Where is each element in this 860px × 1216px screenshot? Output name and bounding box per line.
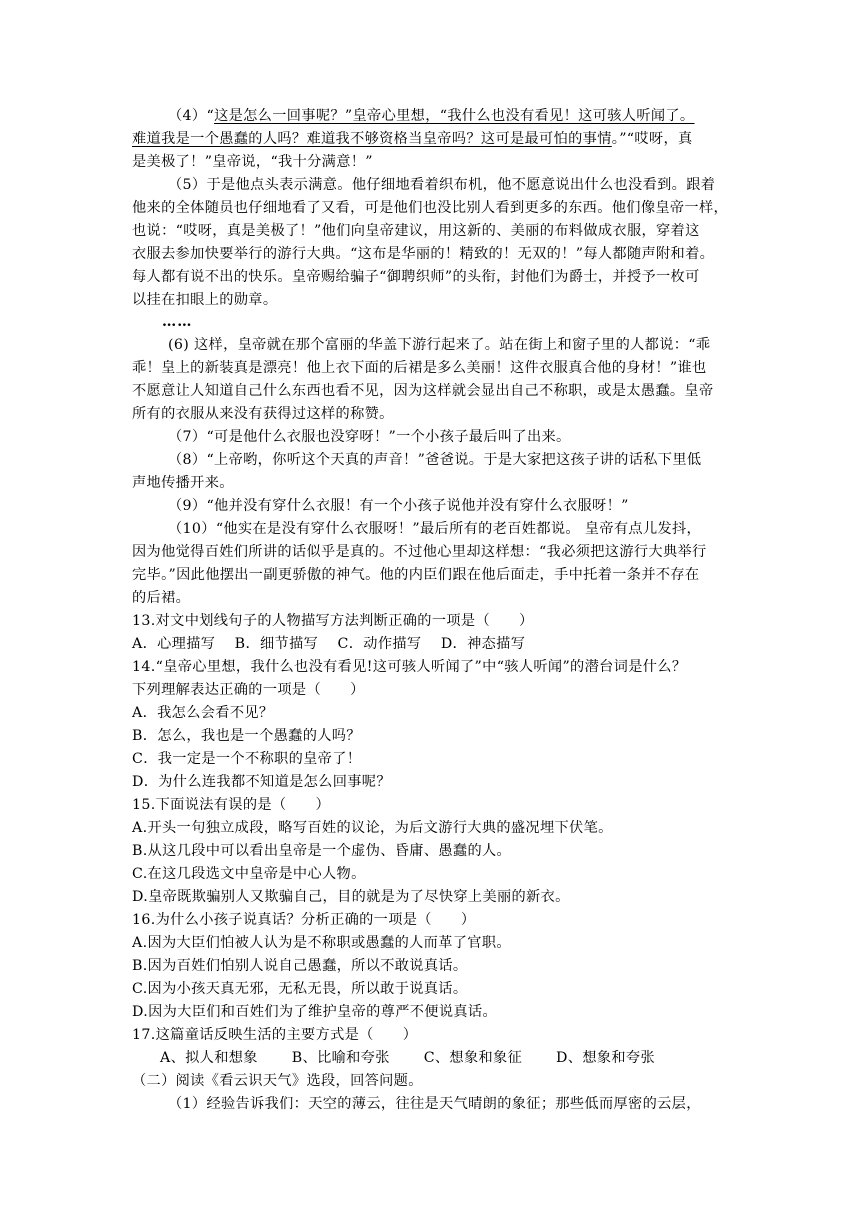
question-15-option-c: C.在这几段选文中皇帝是中心人物。 bbox=[132, 866, 366, 882]
para5-line: 也说：“哎呀，真是美极了！”他们向皇帝建议，用这新的、美丽的布料做成衣服，穿着这 bbox=[132, 223, 700, 239]
para10-line: 的后裙。 bbox=[132, 590, 191, 606]
question-16-option-c: C.因为小孩天真无邪，无私无畏，所以敢于说真话。 bbox=[132, 981, 468, 997]
question-17-stem: 17.这篇童话反映生活的主要方式是（ ） bbox=[132, 1027, 418, 1043]
question-13-options: A．心理描写 B．细节描写 C．动作描写 D．神态描写 bbox=[132, 636, 526, 652]
question-17-options: A、拟人和想象 B、比喻和夸张 C、想象和象征 D、想象和夸张 bbox=[160, 1050, 656, 1066]
para4-line1-start: （4）“ bbox=[168, 108, 215, 124]
question-14-option-b: B．怎么，我也是一个愚蠢的人吗？ bbox=[132, 728, 361, 744]
question-14-option-a: A．我怎么会看不见？ bbox=[132, 705, 274, 721]
para5-line: 衣服去参加快要举行的游行大典。“这布是华丽的！精致的！无双的！”每人都随声附和着。 bbox=[132, 246, 715, 262]
question-16-stem: 16.为什么小孩子说真话？分析正确的一项是（ ） bbox=[132, 912, 476, 928]
para5-line: 每人都有说不出的快乐。皇帝赐给骗子“御聘织师”的头衔，封他们为爵士，并授予一枚可 bbox=[132, 269, 700, 285]
para10-line: （10）“他实在是没有穿什么衣服呀！”最后所有的老百姓都说。 皇帝有点儿发抖， bbox=[168, 521, 702, 537]
para9: （9）“他并没有穿什么衣服！有一个小孩子说他并没有穿什么衣服呀！” bbox=[168, 498, 629, 514]
section-2-heading: （二）阅读《看云识天气》选段，回答问题。 bbox=[132, 1073, 423, 1089]
question-14-option-d: D．为什么连我都不知道是怎么回事呢？ bbox=[132, 774, 391, 790]
para10-line: 完毕。”因此他摆出一副更骄傲的神气。他的内臣们跟在他后面走，手中托着一条并不存在 bbox=[132, 567, 700, 583]
para5-line: （5）于是他点头表示满意。他仔细地看着织布机，他不愿意说出什么也没看到。跟着 bbox=[168, 177, 716, 193]
para4-line2 bbox=[132, 129, 693, 149]
para6-line: 所有的衣服从来没有获得过这样的称赞。 bbox=[132, 406, 394, 422]
question-15-option-d: D.皇帝既欺骗别人又欺骗自己，目的就是为了尽快穿上美丽的新衣。 bbox=[132, 889, 570, 905]
question-16-option-a: A.因为大臣们怕被人认为是不称职或愚蠢的人而革了官职。 bbox=[132, 935, 511, 951]
para4-line3: 是美极了！”皇帝说，“我十分满意！” bbox=[132, 154, 373, 170]
para8-line: （8）“上帝哟，你听这个天真的声音！”爸爸说。于是大家把这孩子讲的话私下里低 bbox=[168, 452, 702, 468]
para7: （7）“可是他什么衣服也没穿呀！”一个小孩子最后叫了出来。 bbox=[168, 429, 571, 445]
para4-underlined-1: 这是怎么一回事呢？”皇帝心里想，“我什么也没有看见！这可骇人听闻了。 bbox=[214, 108, 695, 124]
question-15-option-b: B.从这几段中可以看出皇帝是一个虚伪、昏庸、愚蠢的人。 bbox=[132, 843, 512, 859]
para6-line: (6) 这样，皇帝就在那个富丽的华盖下游行起来了。站在街上和窗子里的人都说：“乖 bbox=[168, 337, 711, 353]
para5-line: 以挂在扣眼上的勋章。 bbox=[132, 292, 278, 308]
para5-line: 他来的全体随员也仔细地看了又看，可是他们也没比别人看到更多的东西。他们像皇帝一样， bbox=[132, 200, 729, 216]
question-15-stem: 15.下面说法有误的是（ ） bbox=[132, 797, 331, 813]
para4-underlined-2: 难道我是一个愚蠢的人吗？难道我不够资格当皇帝吗？这可是最可怕的事情 bbox=[132, 131, 612, 147]
question-14-stem-cont: 下列理解表达正确的一项是（ ） bbox=[132, 682, 365, 698]
para10-line: 因为他觉得百姓们所讲的话似乎是真的。不过他心里却这样想：“我必须把这游行大典举行 bbox=[132, 544, 707, 560]
para8-line: 声地传播开来。 bbox=[132, 475, 234, 491]
ellipsis: …… bbox=[162, 314, 193, 330]
section-2-para1: （1）经验告诉我们：天空的薄云，往往是天气晴朗的象征；那些低而厚密的云层， bbox=[168, 1096, 701, 1112]
para4-line2-end: 。”“哎呀，真 bbox=[611, 131, 693, 147]
question-15-option-a: A.开头一句独立成段，略写百姓的议论，为后文游行大典的盛况埋下伏笔。 bbox=[132, 820, 613, 836]
para6-line: 不愿意让人知道自己什么东西也看不见，因为这样就会显出自己不称职，或是太愚蠢。皇帝 bbox=[132, 383, 714, 399]
question-16-option-d: D.因为大臣们和百姓们为了维护皇帝的尊严不便说真话。 bbox=[132, 1004, 497, 1020]
question-14-option-c: C．我一定是一个不称职的皇帝了！ bbox=[132, 751, 362, 767]
question-14-stem: 14.“皇帝心里想，我什么也没有看见!这可骇人听闻了”中“骇人听闻”的潜台词是什么？ bbox=[132, 659, 687, 675]
para6-line: 乖！皇上的新装真是漂亮！他上衣下面的后裙是多么美丽！这件衣服真合他的身材！”谁也 bbox=[132, 360, 707, 376]
para4-line1 bbox=[168, 106, 694, 126]
question-16-option-b: B.因为百姓们怕别人说自己愚蠢，所以不敢说真话。 bbox=[132, 958, 468, 974]
question-13-stem: 13.对文中划线句子的人物描写方法判断正确的一项是（ ） bbox=[132, 613, 534, 629]
